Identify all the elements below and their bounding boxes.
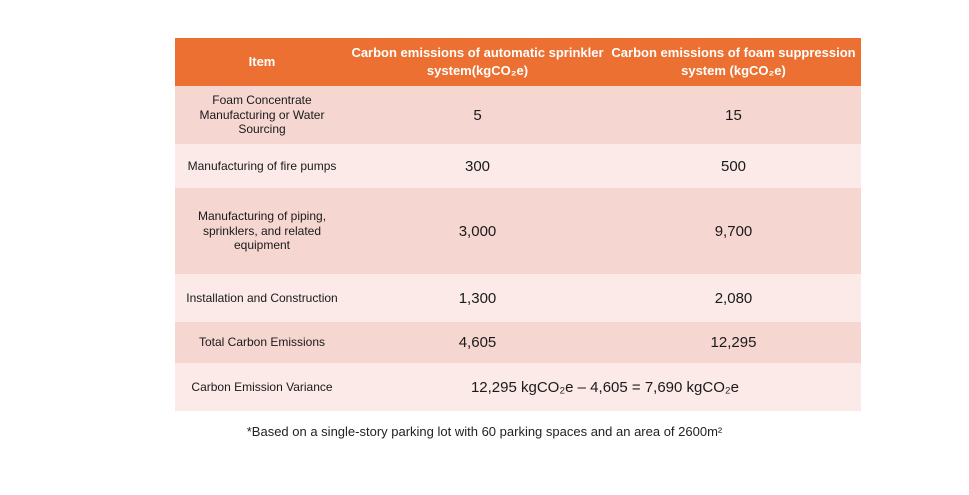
table-header-row [175, 38, 861, 86]
foam-total: 12,295 [606, 322, 861, 363]
total-row [175, 322, 861, 363]
row-item-label: Foam Concentrate Manufacturing or Water Sourcing [175, 86, 349, 144]
variance-row [175, 363, 861, 411]
foam-value: 2,080 [606, 274, 861, 322]
table-row [175, 188, 861, 274]
sprinkler-value: 300 [349, 144, 606, 188]
header-sprinkler: Carbon emissions of automatic sprinkler system(kgCO₂e) [349, 38, 606, 86]
foam-value: 9,700 [606, 188, 861, 274]
row-item-label: Manufacturing of piping, sprinklers, and related equipment [175, 188, 349, 274]
foam-value: 500 [606, 144, 861, 188]
variance-label: Carbon Emission Variance [175, 363, 349, 411]
header-foam: Carbon emissions of foam suppression system (kgCO₂e) [606, 38, 861, 86]
table-row [175, 144, 861, 188]
table-row [175, 274, 861, 322]
footnote: *Based on a single-story parking lot with 60 parking spaces and an area of 2600m² [246, 424, 723, 439]
variance-value: 12,295 kgCO₂e – 4,605 = 7,690 kgCO₂e [349, 363, 861, 411]
table-row [175, 86, 861, 144]
row-item-label: Total Carbon Emissions [175, 322, 349, 363]
emissions-table [175, 38, 861, 411]
sprinkler-value: 1,300 [349, 274, 606, 322]
header-item: Item [175, 38, 349, 86]
row-item-label: Manufacturing of fire pumps [175, 144, 349, 188]
sprinkler-total: 4,605 [349, 322, 606, 363]
sprinkler-value: 5 [349, 86, 606, 144]
foam-value: 15 [606, 86, 861, 144]
row-item-label: Installation and Construction [175, 274, 349, 322]
sprinkler-value: 3,000 [349, 188, 606, 274]
